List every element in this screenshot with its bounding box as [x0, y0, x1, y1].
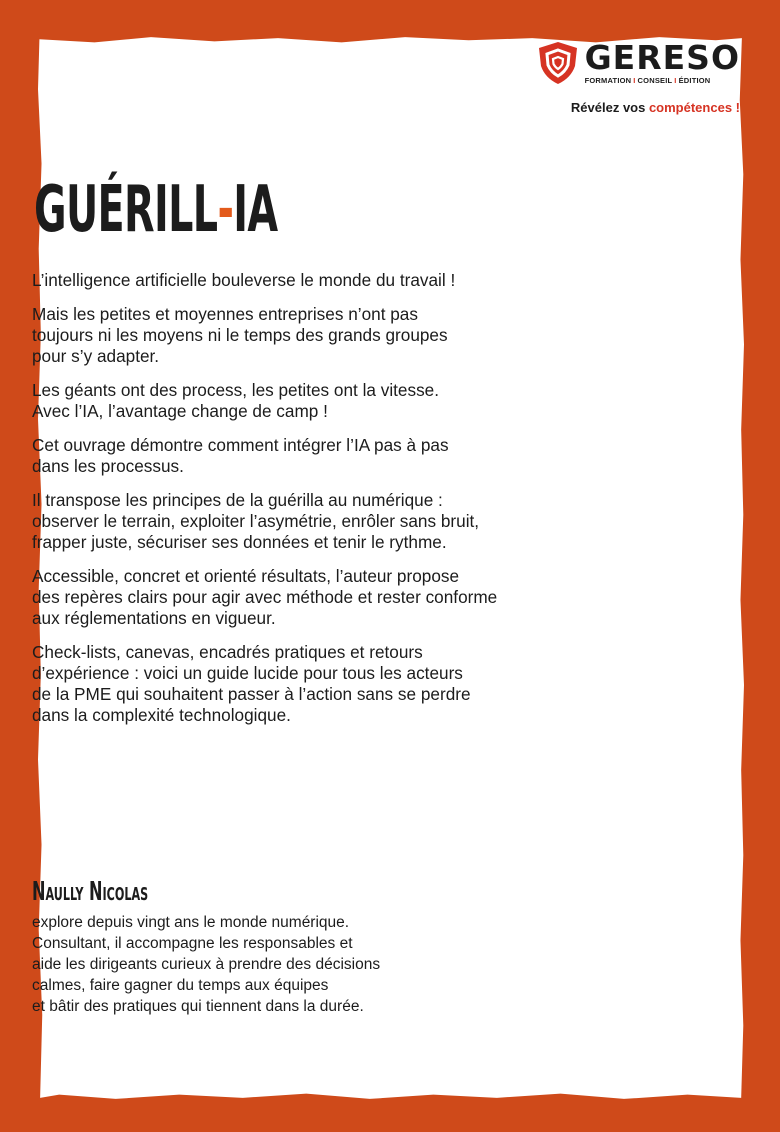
shield-logo-icon — [537, 40, 579, 86]
tagline-accent: compétences ! — [648, 100, 740, 115]
author-name: Naully Nicolas — [32, 877, 149, 907]
paragraph-7: Check-lists, canevas, encadrés pratiques et retours d’expérience : voici un guide lucide pour tous les acteurs de la PME qui souhaitent passer à l’action sans se perdre dans la complexité technologique. — [32, 642, 471, 725]
title-part2: IA — [233, 173, 278, 247]
publisher-logo — [528, 40, 740, 115]
book-title — [34, 173, 278, 247]
title-part1: GUÉRILL — [34, 173, 218, 247]
author-bio: explore depuis vingt ans le monde numérique. Consultant, il accompagne les responsables et aide les dirigeants curieux à prendre des décisions calmes, faire gagner du temps aux équipes et bâtir des pratiques qui tiennent dans la durée. — [32, 914, 381, 1015]
paragraph-4: Cet ouvrage démontre comment intégrer l’IA pas à pas dans les processus. — [32, 435, 449, 476]
logo-tagline — [528, 100, 740, 115]
back-cover-text — [32, 270, 652, 739]
title-dash: - — [217, 173, 234, 247]
paragraph-2: Mais les petites et moyennes entreprises n’ont pas toujours ni les moyens ni le temps des grands groupes pour s’y adapter. — [32, 304, 448, 366]
logo-brand: GERESO — [584, 38, 740, 77]
paragraph-3: Les géants ont des process, les petites ont la vitesse. Avec l’IA, l’avantage change de camp ! — [32, 380, 440, 421]
logo-services: FORMATION I CONSEIL I ÉDITION — [584, 76, 711, 85]
service-conseil: CONSEIL — [637, 76, 673, 85]
paragraph-6: Accessible, concret et orienté résultats, l’auteur propose des repères clairs pour agir avec méthode et rester conforme aux réglementations en vigueur. — [32, 566, 498, 628]
service-edition: ÉDITION — [678, 76, 711, 85]
paragraph-5: Il transpose les principes de la guérilla au numérique : observer le terrain, exploiter l’asymétrie, enrôler sans bruit, frapper juste, sécuriser ses données et tenir le rythme. — [32, 490, 480, 552]
paragraph-1: L’intelligence artificielle bouleverse le monde du travail ! — [32, 270, 456, 290]
logo-row — [528, 40, 740, 86]
logo-text-block — [584, 38, 740, 85]
service-formation: FORMATION — [584, 76, 632, 85]
tagline-prefix: Révélez vos — [570, 100, 649, 115]
